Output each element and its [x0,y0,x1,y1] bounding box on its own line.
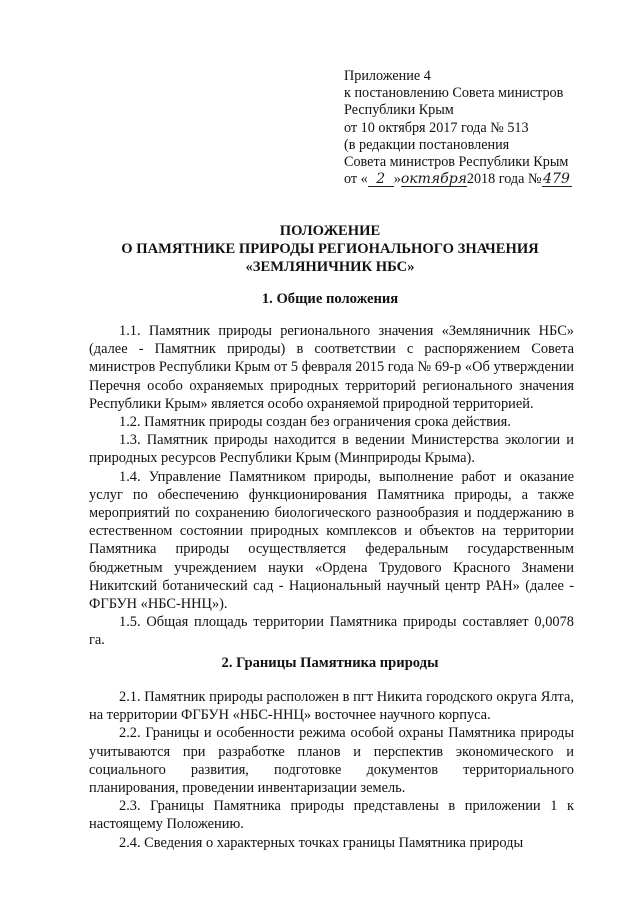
appendix-line: к постановлению Совета министров [344,85,564,102]
appendix-date-line [344,171,614,188]
title-line: О ПАМЯТНИКЕ ПРИРОДЫ РЕГИОНАЛЬНОГО ЗНАЧЕНИЯ [121,241,539,257]
document-title [60,222,600,276]
appendix-header [344,68,614,188]
paragraph: 1.2. Памятник природы создан без ограничения срока действия. [119,414,511,431]
paragraph: 2.2. Границы и особенности режима особой охраны Памятника природы учитываются при разработке планов и перспектив экономического и социального развития, подготовке документов территориального планирования, проведении инвентаризации земель. [89,725,574,797]
section-2-body [89,688,574,852]
section-heading: 1. Общие положения [261,291,399,307]
handwritten-day: 2 [368,172,394,187]
paragraph: 1.1. Памятник природы регионального значения «Земляничник НБС» (далее - Памятник природы) в соответствии с распоряжением Совета министров Республики Крым от 5 февраля 2015 года № 69-р «Об утверждении Перечня особо охраняемых природных территорий регионального значения Республики Крым» является особо охраняемой природной территорией. [89,323,574,412]
appendix-line: от 10 октября 2017 года № 513 [344,119,529,136]
appendix-line: Совета министров Республики Крым [344,154,569,171]
title-line: «ЗЕМЛЯНИЧНИК НБС» [245,259,415,275]
date-year: 2018 года № [466,171,542,188]
paragraph: 2.1. Памятник природы расположен в пгт Никита городского округа Ялта, на территории ФГБУН «НБС-ННЦ» восточнее научного корпуса. [89,689,574,724]
paragraph: 1.3. Памятник природы находится в ведении Министерства экологии и природных ресурсов Республики Крым (Минприроды Крыма). [89,432,574,467]
paragraph: 2.3. Границы Памятника природы представлены в приложении 1 к настоящему Положению. [89,798,574,833]
appendix-line: Приложение 4 [344,68,431,84]
appendix-line: Республики Крым [344,102,454,119]
paragraph: 1.4. Управление Памятником природы, выполнение работ и оказание услуг по обеспечению функционирования Памятника природы, а также мероприятий по сохранению биологического разнообразия и поддержанию в естественном состоянии природных комплексов и объектов на территории Памятника природы осуществляется федеральным государственным бюджетным учреждением науки «Ордена Трудового Красного Знамени Никитский ботанический сад - Национальный научный центр РАН» (далее - ФГБУН «НБС-ННЦ»). [89,468,574,613]
handwritten-number: 479 [543,171,570,188]
date-mid: » [393,171,401,188]
section-1-body [89,322,574,650]
paragraph: 2.4. Сведения о характерных точках границы Памятника природы [119,834,524,851]
paragraph: 1.5. Общая площадь территории Памятника природы составляет 0,0078 га. [89,614,574,649]
date-prefix: от « [344,171,368,188]
appendix-line: (в редакции постановления [344,136,510,153]
handwritten-month: октября [400,171,467,188]
section-heading: 2. Границы Памятника природы [221,655,439,671]
title-line: ПОЛОЖЕНИЕ [279,223,381,239]
